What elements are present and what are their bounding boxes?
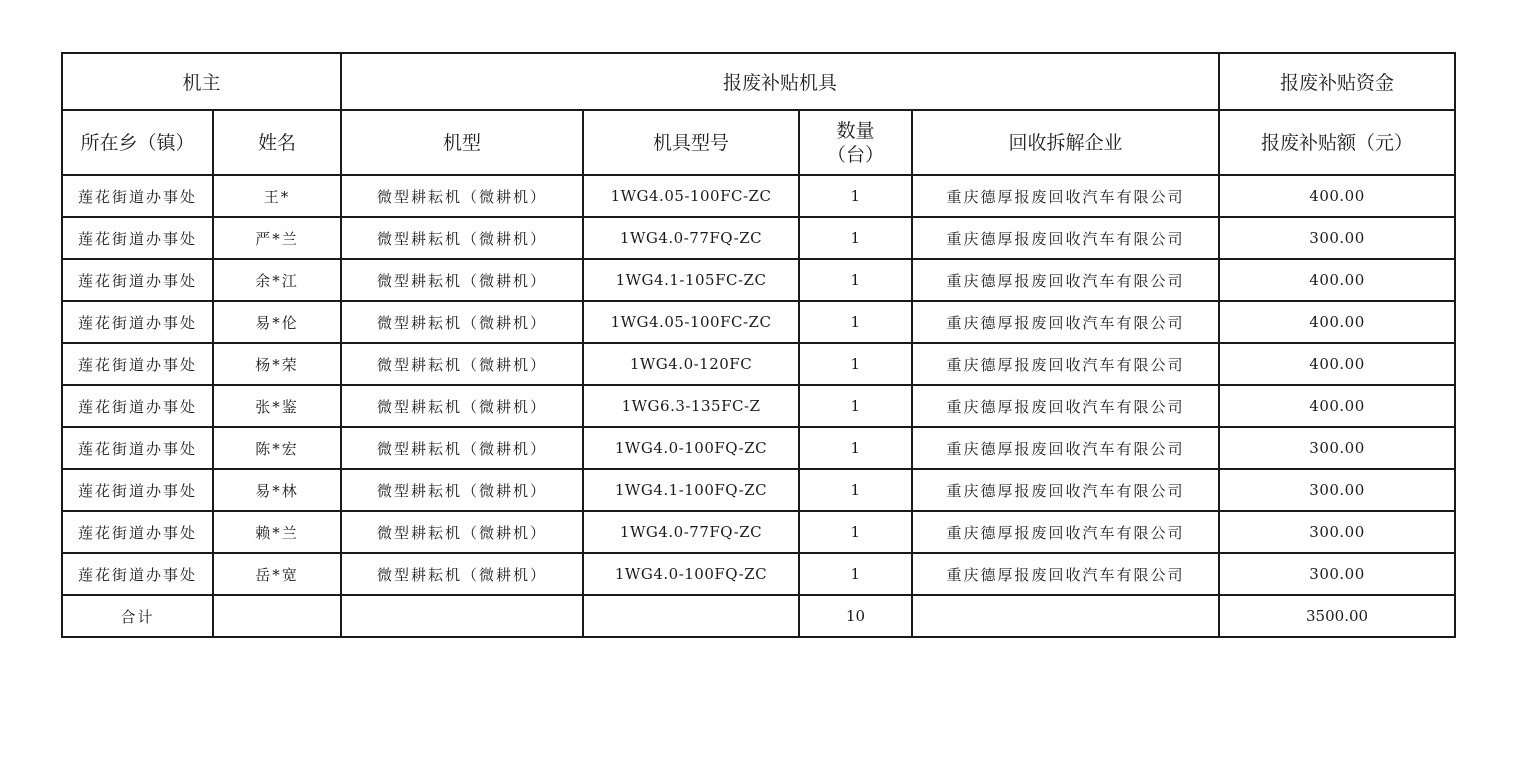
group-header-owner: 机主: [62, 53, 341, 110]
cell-township: 莲花街道办事处: [62, 343, 213, 385]
cell-model: 1WG4.0-100FQ-ZC: [583, 553, 799, 595]
total-empty-cell: [912, 595, 1219, 637]
table-row: [62, 217, 1455, 259]
cell-quantity: 1: [799, 427, 912, 469]
table-row: [62, 259, 1455, 301]
table-row: [62, 427, 1455, 469]
cell-machine-type: 微型耕耘机（微耕机）: [341, 385, 583, 427]
cell-quantity: 1: [799, 217, 912, 259]
cell-recycler: 重庆德厚报废回收汽车有限公司: [912, 259, 1219, 301]
cell-machine-type: 微型耕耘机（微耕机）: [341, 259, 583, 301]
total-empty-cell: [213, 595, 341, 637]
cell-amount: 300.00: [1219, 217, 1455, 259]
table-body: [62, 53, 1455, 637]
total-row: [62, 595, 1455, 637]
cell-recycler: 重庆德厚报废回收汽车有限公司: [912, 511, 1219, 553]
cell-quantity: 1: [799, 553, 912, 595]
cell-name: 陈*宏: [213, 427, 341, 469]
cell-amount: 400.00: [1219, 385, 1455, 427]
cell-township: 莲花街道办事处: [62, 427, 213, 469]
total-empty-cell: [583, 595, 799, 637]
cell-name: 张*鉴: [213, 385, 341, 427]
cell-model: 1WG4.1-105FC-ZC: [583, 259, 799, 301]
cell-model: 1WG6.3-135FC-Z: [583, 385, 799, 427]
cell-model: 1WG4.1-100FQ-ZC: [583, 469, 799, 511]
cell-township: 莲花街道办事处: [62, 553, 213, 595]
column-header-model-number: 机具型号: [583, 110, 799, 175]
cell-township: 莲花街道办事处: [62, 217, 213, 259]
subsidy-table: [61, 52, 1456, 638]
cell-machine-type: 微型耕耘机（微耕机）: [341, 343, 583, 385]
cell-amount: 400.00: [1219, 343, 1455, 385]
cell-recycler: 重庆德厚报废回收汽车有限公司: [912, 427, 1219, 469]
table-row: [62, 511, 1455, 553]
cell-name: 杨*荣: [213, 343, 341, 385]
cell-quantity: 1: [799, 259, 912, 301]
table-row: [62, 301, 1455, 343]
cell-quantity: 1: [799, 175, 912, 217]
cell-model: 1WG4.05-100FC-ZC: [583, 301, 799, 343]
group-header-machine: 报废补贴机具: [341, 53, 1219, 110]
column-header-row: [62, 110, 1455, 175]
cell-recycler: 重庆德厚报废回收汽车有限公司: [912, 343, 1219, 385]
cell-recycler: 重庆德厚报废回收汽车有限公司: [912, 469, 1219, 511]
cell-recycler: 重庆德厚报废回收汽车有限公司: [912, 385, 1219, 427]
cell-amount: 300.00: [1219, 553, 1455, 595]
cell-recycler: 重庆德厚报废回收汽车有限公司: [912, 217, 1219, 259]
cell-township: 莲花街道办事处: [62, 511, 213, 553]
cell-model: 1WG4.0-100FQ-ZC: [583, 427, 799, 469]
column-header-machine-type: 机型: [341, 110, 583, 175]
table-row: [62, 175, 1455, 217]
column-header-amount: 报废补贴额（元）: [1219, 110, 1455, 175]
cell-machine-type: 微型耕耘机（微耕机）: [341, 175, 583, 217]
cell-recycler: 重庆德厚报废回收汽车有限公司: [912, 175, 1219, 217]
cell-amount: 400.00: [1219, 175, 1455, 217]
cell-name: 王*: [213, 175, 341, 217]
cell-name: 易*伦: [213, 301, 341, 343]
column-header-recycler: 回收拆解企业: [912, 110, 1219, 175]
total-quantity: 10: [799, 595, 912, 637]
cell-amount: 400.00: [1219, 301, 1455, 343]
cell-quantity: 1: [799, 343, 912, 385]
cell-amount: 400.00: [1219, 259, 1455, 301]
cell-quantity: 1: [799, 301, 912, 343]
table-row: [62, 385, 1455, 427]
cell-model: 1WG4.0-77FQ-ZC: [583, 217, 799, 259]
cell-recycler: 重庆德厚报废回收汽车有限公司: [912, 553, 1219, 595]
total-label: 合计: [62, 595, 213, 637]
cell-quantity: 1: [799, 385, 912, 427]
cell-machine-type: 微型耕耘机（微耕机）: [341, 427, 583, 469]
cell-model: 1WG4.05-100FC-ZC: [583, 175, 799, 217]
cell-amount: 300.00: [1219, 427, 1455, 469]
cell-quantity: 1: [799, 511, 912, 553]
total-empty-cell: [341, 595, 583, 637]
column-header-quantity: [799, 110, 912, 175]
cell-amount: 300.00: [1219, 511, 1455, 553]
cell-name: 岳*宽: [213, 553, 341, 595]
table-row: [62, 469, 1455, 511]
cell-name: 余*江: [213, 259, 341, 301]
column-header-township: 所在乡（镇）: [62, 110, 213, 175]
group-header-funds: 报废补贴资金: [1219, 53, 1455, 110]
cell-township: 莲花街道办事处: [62, 259, 213, 301]
cell-township: 莲花街道办事处: [62, 469, 213, 511]
table-row: [62, 553, 1455, 595]
cell-name: 易*林: [213, 469, 341, 511]
cell-quantity: 1: [799, 469, 912, 511]
cell-machine-type: 微型耕耘机（微耕机）: [341, 301, 583, 343]
table-row: [62, 343, 1455, 385]
column-header-quantity-line1: 数量: [836, 119, 875, 142]
column-header-name: 姓名: [213, 110, 341, 175]
column-header-quantity-line2: （台）: [827, 143, 885, 166]
cell-amount: 300.00: [1219, 469, 1455, 511]
cell-machine-type: 微型耕耘机（微耕机）: [341, 217, 583, 259]
cell-township: 莲花街道办事处: [62, 385, 213, 427]
cell-township: 莲花街道办事处: [62, 175, 213, 217]
cell-recycler: 重庆德厚报废回收汽车有限公司: [912, 301, 1219, 343]
cell-machine-type: 微型耕耘机（微耕机）: [341, 553, 583, 595]
total-amount: 3500.00: [1219, 595, 1455, 637]
cell-name: 赖*兰: [213, 511, 341, 553]
cell-name: 严*兰: [213, 217, 341, 259]
cell-township: 莲花街道办事处: [62, 301, 213, 343]
cell-machine-type: 微型耕耘机（微耕机）: [341, 469, 583, 511]
cell-model: 1WG4.0-120FC: [583, 343, 799, 385]
group-header-row: [62, 53, 1455, 110]
cell-model: 1WG4.0-77FQ-ZC: [583, 511, 799, 553]
cell-machine-type: 微型耕耘机（微耕机）: [341, 511, 583, 553]
